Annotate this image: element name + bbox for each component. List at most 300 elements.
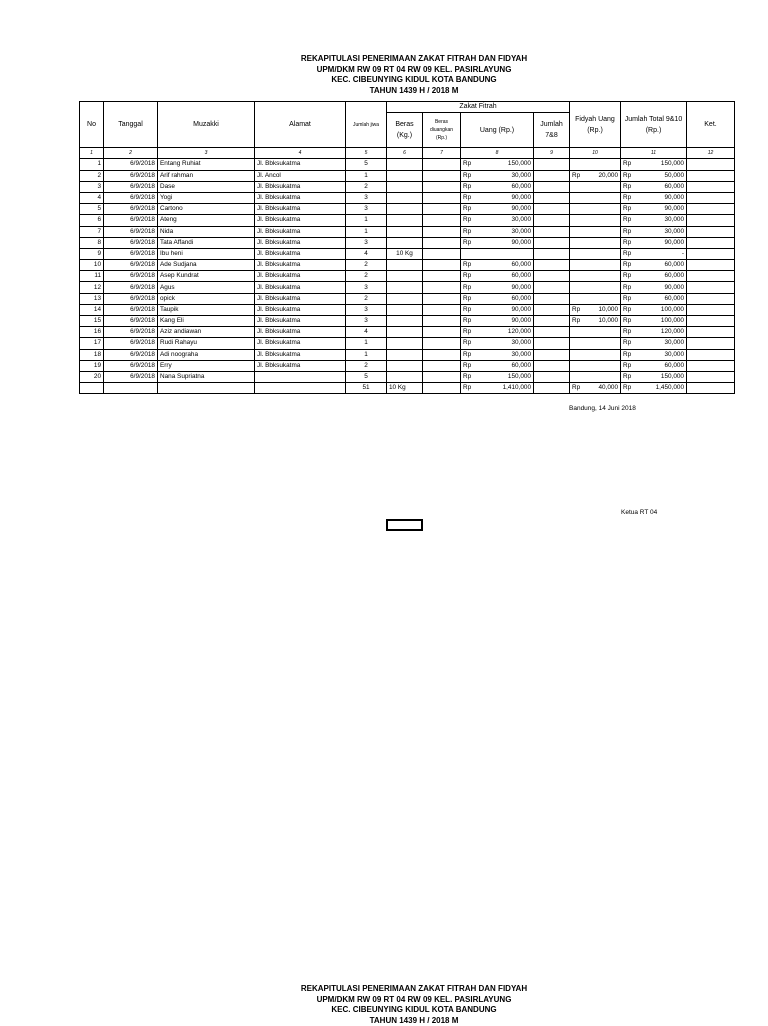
cell-tanggal: 6/9/2018 — [104, 192, 158, 203]
cell-uang — [461, 248, 534, 259]
cell-fidyah — [570, 282, 621, 293]
currency-label: Rp — [463, 338, 471, 348]
col-number: 11 — [621, 148, 687, 159]
cell-beras-diuangkan — [423, 159, 461, 170]
table-row — [80, 360, 735, 371]
cell-no: 18 — [80, 349, 104, 360]
table-row — [80, 215, 735, 226]
cell-muzakki: Arif rahman — [158, 170, 255, 181]
cell-beras — [387, 226, 423, 237]
cell-no: 1 — [80, 159, 104, 170]
cell-jumlah-jiwa: 3 — [346, 204, 387, 215]
table-row — [80, 204, 735, 215]
cell-total — [621, 271, 687, 282]
cell-jumlah-78 — [534, 371, 570, 382]
cell-fidyah-value: 10,000 — [598, 317, 618, 324]
cell-uang-value: 30,000 — [511, 228, 531, 235]
cell-alamat: Jl. Bbksukatma — [255, 282, 346, 293]
col-number: 3 — [158, 148, 255, 159]
cell-jumlah-jiwa: 4 — [346, 248, 387, 259]
cell-uang — [461, 237, 534, 248]
cell-total-value: 90,000 — [664, 194, 684, 201]
cell-jumlah-78 — [534, 271, 570, 282]
table-row — [80, 304, 735, 315]
cell-no: 14 — [80, 304, 104, 315]
cell-jumlah-jiwa: 5 — [346, 159, 387, 170]
cell-jumlah-78 — [534, 248, 570, 259]
cell-uang — [461, 293, 534, 304]
cell-jumlah-jiwa: 2 — [346, 271, 387, 282]
table-row — [80, 226, 735, 237]
column-number-row — [80, 148, 735, 159]
cell-alamat: Jl. Bbksukatma — [255, 316, 346, 327]
cell-uang-value: 150,000 — [508, 160, 531, 167]
cell-alamat: Jl. Bbksukatma — [255, 204, 346, 215]
total-uang-value: 1,410,000 — [503, 384, 531, 391]
cell-tanggal: 6/9/2018 — [104, 293, 158, 304]
title-line-1: REKAPITULASI PENERIMAAN ZAKAT FITRAH DAN FIDYAH — [0, 54, 768, 65]
cell-ket — [687, 248, 735, 259]
cell-no: 17 — [80, 338, 104, 349]
header-ket: Ket. — [687, 102, 735, 148]
cell-total — [621, 159, 687, 170]
cell-total — [621, 226, 687, 237]
cell-no: 7 — [80, 226, 104, 237]
cell-fidyah — [570, 260, 621, 271]
cell-total-value: 50,000 — [664, 172, 684, 179]
cell-uang — [461, 226, 534, 237]
cell-muzakki: opick — [158, 293, 255, 304]
cell-uang-value: 30,000 — [511, 339, 531, 346]
cell-beras — [387, 316, 423, 327]
currency-label: Rp — [623, 361, 631, 371]
col-number: 10 — [570, 148, 621, 159]
cell-alamat: Jl. Bbksukatma — [255, 181, 346, 192]
cell-ket — [687, 371, 735, 382]
cell-muzakki: Asep Kundrat — [158, 271, 255, 282]
title-line-2: UPM/DKM RW 09 RT 04 RW 09 KEL. PASIRLAYUNG — [0, 65, 768, 76]
cell-jumlah-jiwa: 2 — [346, 293, 387, 304]
cell-jumlah-jiwa: 3 — [346, 316, 387, 327]
table-row — [80, 271, 735, 282]
header-jumlah-total: Jumlah Total 9&10 (Rp.) — [621, 102, 687, 148]
currency-label: Rp — [623, 350, 631, 360]
cell-fidyah — [570, 316, 621, 327]
cell-beras — [387, 282, 423, 293]
header-jumlah-jiwa: Jumlah jiwa — [346, 102, 387, 148]
cell-fidyah — [570, 349, 621, 360]
cell-jumlah-jiwa: 4 — [346, 327, 387, 338]
cell-beras — [387, 170, 423, 181]
cell-jumlah-jiwa: 1 — [346, 170, 387, 181]
cell-ket — [687, 349, 735, 360]
total-beras: 10 Kg — [387, 383, 423, 394]
table-row — [80, 338, 735, 349]
cell-no: 8 — [80, 237, 104, 248]
cell-alamat: Jl. Bbksukatma — [255, 327, 346, 338]
cell-beras-diuangkan — [423, 192, 461, 203]
currency-label: Rp — [623, 182, 631, 192]
cell-no: 6 — [80, 215, 104, 226]
cell-total-value: 30,000 — [664, 339, 684, 346]
cell-uang — [461, 192, 534, 203]
cell-uang-value: 150,000 — [508, 373, 531, 380]
cell-beras — [387, 293, 423, 304]
total-uang — [461, 383, 534, 394]
cell-alamat: Jl. Bbksukatma — [255, 304, 346, 315]
currency-label: Rp — [623, 294, 631, 304]
cell-alamat: Jl. Bbksukatma — [255, 349, 346, 360]
cell-total-value: 60,000 — [664, 183, 684, 190]
cell-beras-diuangkan — [423, 349, 461, 360]
cell-uang — [461, 371, 534, 382]
currency-label: Rp — [623, 171, 631, 181]
cell-total-value: 90,000 — [664, 205, 684, 212]
cell-total — [621, 248, 687, 259]
title-line-1: REKAPITULASI PENERIMAAN ZAKAT FITRAH DAN FIDYAH — [0, 984, 768, 995]
currency-label: Rp — [463, 159, 471, 169]
cell-beras — [387, 371, 423, 382]
header-beras: Beras (Kg.) — [387, 113, 423, 148]
report-title — [0, 54, 768, 96]
cell-tanggal: 6/9/2018 — [104, 170, 158, 181]
cell-total — [621, 237, 687, 248]
cell-uang-value: 90,000 — [511, 239, 531, 246]
cell-uang — [461, 159, 534, 170]
currency-label: Rp — [572, 305, 580, 315]
cell-uang-value: 90,000 — [511, 194, 531, 201]
cell-tanggal: 6/9/2018 — [104, 237, 158, 248]
cell-total — [621, 260, 687, 271]
cell-tanggal: 6/9/2018 — [104, 215, 158, 226]
cell-beras-diuangkan — [423, 215, 461, 226]
cell-beras — [387, 304, 423, 315]
cell-fidyah-value: 20,000 — [598, 172, 618, 179]
cell-alamat: Jl. Bbksukatma — [255, 159, 346, 170]
currency-label: Rp — [463, 305, 471, 315]
cell-ket — [687, 271, 735, 282]
cell-uang — [461, 327, 534, 338]
cell-alamat: Jl. Ancol — [255, 170, 346, 181]
col-number: 2 — [104, 148, 158, 159]
cell-jumlah-jiwa: 2 — [346, 360, 387, 371]
cell-uang-value: 60,000 — [511, 261, 531, 268]
cell-beras — [387, 159, 423, 170]
cell-jumlah-jiwa: 1 — [346, 338, 387, 349]
header-fidyah: Fidyah Uang (Rp.) — [570, 102, 621, 148]
cell-ket — [687, 215, 735, 226]
table-row — [80, 260, 735, 271]
cell-fidyah-value: 10,000 — [598, 306, 618, 313]
currency-label: Rp — [623, 372, 631, 382]
cell-muzakki: Yogi — [158, 192, 255, 203]
cell-uang-value: 60,000 — [511, 183, 531, 190]
cell-muzakki: Ibu heni — [158, 248, 255, 259]
cell-jumlah-jiwa: 2 — [346, 181, 387, 192]
cell-fidyah — [570, 226, 621, 237]
title-line-4: TAHUN 1439 H / 2018 M — [0, 86, 768, 97]
table-row — [80, 316, 735, 327]
cell-ket — [687, 237, 735, 248]
cell-no: 19 — [80, 360, 104, 371]
cell-jumlah-jiwa: 5 — [346, 371, 387, 382]
cell-jumlah-jiwa: 3 — [346, 237, 387, 248]
cell-muzakki: Ade Sudjana — [158, 260, 255, 271]
cell-fidyah — [570, 215, 621, 226]
cell-beras-diuangkan — [423, 338, 461, 349]
cell-uang — [461, 215, 534, 226]
table-row — [80, 237, 735, 248]
cell-total-value: 60,000 — [664, 261, 684, 268]
currency-label: Rp — [463, 372, 471, 382]
total-fidyah — [570, 383, 621, 394]
currency-label: Rp — [463, 327, 471, 337]
cell-uang-value: 90,000 — [511, 284, 531, 291]
total-jiwa: 51 — [346, 383, 387, 394]
cell-tanggal: 6/9/2018 — [104, 260, 158, 271]
cell-muzakki: Taupik — [158, 304, 255, 315]
cell-fidyah — [570, 204, 621, 215]
cell-alamat: Jl. Bbksukatma — [255, 226, 346, 237]
header-alamat: Alamat — [255, 102, 346, 148]
cell-total-value: - — [682, 250, 684, 257]
cell-jumlah-78 — [534, 282, 570, 293]
cell-tanggal: 6/9/2018 — [104, 204, 158, 215]
cell-total — [621, 304, 687, 315]
cell-alamat: Jl. Bbksukatma — [255, 215, 346, 226]
cell-no: 11 — [80, 271, 104, 282]
title-line-2: UPM/DKM RW 09 RT 04 RW 09 KEL. PASIRLAYUNG — [0, 995, 768, 1006]
cell-total-value: 30,000 — [664, 216, 684, 223]
cell-uang — [461, 170, 534, 181]
cell-total — [621, 360, 687, 371]
cell-beras-diuangkan — [423, 226, 461, 237]
cell-total — [621, 215, 687, 226]
cell-fidyah — [570, 360, 621, 371]
cell-jumlah-78 — [534, 204, 570, 215]
cell-uang-value: 30,000 — [511, 351, 531, 358]
cell-total — [621, 349, 687, 360]
cell-alamat: Jl. Bbksukatma — [255, 293, 346, 304]
cell-jumlah-78 — [534, 192, 570, 203]
cell-beras: 10 Kg — [387, 248, 423, 259]
cell-alamat: Jl. Bbksukatma — [255, 360, 346, 371]
cell-jumlah-jiwa: 2 — [346, 260, 387, 271]
cell-muzakki: Agus — [158, 282, 255, 293]
cell-beras — [387, 327, 423, 338]
cell-tanggal: 6/9/2018 — [104, 316, 158, 327]
currency-label: Rp — [463, 204, 471, 214]
cell-beras-diuangkan — [423, 170, 461, 181]
table-row — [80, 192, 735, 203]
cell-uang-value: 60,000 — [511, 362, 531, 369]
cell-beras — [387, 237, 423, 248]
signature-box — [386, 519, 423, 531]
cell-tanggal: 6/9/2018 — [104, 159, 158, 170]
currency-label: Rp — [463, 215, 471, 225]
cell-uang — [461, 271, 534, 282]
cell-uang-value: 30,000 — [511, 172, 531, 179]
cell-total-value: 60,000 — [664, 362, 684, 369]
cell-ket — [687, 327, 735, 338]
cell-total-value: 150,000 — [661, 160, 684, 167]
cell-uang — [461, 360, 534, 371]
cell-muzakki: Nida — [158, 226, 255, 237]
cell-alamat: Jl. Bbksukatma — [255, 260, 346, 271]
cell-muzakki: Erry — [158, 360, 255, 371]
cell-ket — [687, 293, 735, 304]
cell-ket — [687, 360, 735, 371]
place-date: Bandung, 14 Juni 2018 — [569, 405, 636, 412]
cell-muzakki: Aziz andiawan — [158, 327, 255, 338]
cell-tanggal: 6/9/2018 — [104, 282, 158, 293]
currency-label: Rp — [572, 171, 580, 181]
signer-title: Ketua RT 04 — [621, 509, 657, 516]
cell-jumlah-78 — [534, 170, 570, 181]
cell-total-value: 120,000 — [661, 328, 684, 335]
currency-label: Rp — [623, 383, 631, 393]
totals-row — [80, 383, 735, 394]
cell-jumlah-78 — [534, 260, 570, 271]
header-jumlah-78: Jumlah 7&8 — [534, 113, 570, 148]
currency-label: Rp — [463, 227, 471, 237]
cell-no: 9 — [80, 248, 104, 259]
col-number: 4 — [255, 148, 346, 159]
cell-ket — [687, 192, 735, 203]
cell-beras-diuangkan — [423, 260, 461, 271]
cell-total — [621, 316, 687, 327]
title-line-3: KEC. CIBEUNYING KIDUL KOTA BANDUNG — [0, 75, 768, 86]
cell-no: 13 — [80, 293, 104, 304]
cell-no: 2 — [80, 170, 104, 181]
cell-alamat: Jl. Bbksukatma — [255, 248, 346, 259]
cell-beras — [387, 204, 423, 215]
title-line-3: KEC. CIBEUNYING KIDUL KOTA BANDUNG — [0, 1005, 768, 1016]
cell-alamat: Jl. Bbksukatma — [255, 271, 346, 282]
cell-fidyah — [570, 181, 621, 192]
cell-fidyah — [570, 159, 621, 170]
cell-alamat: Jl. Bbksukatma — [255, 237, 346, 248]
col-number: 7 — [423, 148, 461, 159]
cell-no: 3 — [80, 181, 104, 192]
cell-ket — [687, 226, 735, 237]
cell-tanggal: 6/9/2018 — [104, 181, 158, 192]
cell-uang — [461, 260, 534, 271]
col-number: 1 — [80, 148, 104, 159]
cell-beras — [387, 338, 423, 349]
col-number: 5 — [346, 148, 387, 159]
currency-label: Rp — [623, 215, 631, 225]
cell-jumlah-78 — [534, 316, 570, 327]
currency-label: Rp — [623, 327, 631, 337]
cell-no: 10 — [80, 260, 104, 271]
cell-jumlah-jiwa: 1 — [346, 226, 387, 237]
header-muzakki: Muzakki — [158, 102, 255, 148]
cell-no: 12 — [80, 282, 104, 293]
currency-label: Rp — [572, 316, 580, 326]
cell-uang-value: 90,000 — [511, 306, 531, 313]
cell-total — [621, 327, 687, 338]
table-row — [80, 248, 735, 259]
cell-total-value: 60,000 — [664, 272, 684, 279]
table-row — [80, 170, 735, 181]
cell-ket — [687, 338, 735, 349]
cell-tanggal: 6/9/2018 — [104, 338, 158, 349]
cell-total-value: 30,000 — [664, 228, 684, 235]
cell-jumlah-78 — [534, 327, 570, 338]
currency-label: Rp — [463, 350, 471, 360]
cell-tanggal: 6/9/2018 — [104, 271, 158, 282]
report-title-repeat — [0, 984, 768, 1026]
grand-total-value: 1,450,000 — [656, 384, 684, 391]
currency-label: Rp — [572, 383, 580, 393]
cell-jumlah-78 — [534, 338, 570, 349]
cell-jumlah-78 — [534, 181, 570, 192]
cell-alamat — [255, 371, 346, 382]
cell-muzakki: Kang Eli — [158, 316, 255, 327]
cell-ket — [687, 181, 735, 192]
cell-uang — [461, 304, 534, 315]
cell-fidyah — [570, 371, 621, 382]
cell-muzakki: Rudi Rahayu — [158, 338, 255, 349]
cell-tanggal: 6/9/2018 — [104, 226, 158, 237]
cell-jumlah-78 — [534, 215, 570, 226]
cell-uang-value: 30,000 — [511, 216, 531, 223]
cell-tanggal: 6/9/2018 — [104, 360, 158, 371]
cell-uang — [461, 181, 534, 192]
currency-label: Rp — [463, 294, 471, 304]
cell-beras — [387, 349, 423, 360]
table-row — [80, 282, 735, 293]
cell-beras — [387, 260, 423, 271]
currency-label: Rp — [623, 305, 631, 315]
cell-total-value: 90,000 — [664, 284, 684, 291]
cell-total — [621, 192, 687, 203]
cell-uang — [461, 282, 534, 293]
currency-label: Rp — [623, 338, 631, 348]
cell-ket — [687, 260, 735, 271]
currency-label: Rp — [463, 193, 471, 203]
cell-fidyah — [570, 327, 621, 338]
cell-muzakki: Ateng — [158, 215, 255, 226]
cell-tanggal: 6/9/2018 — [104, 327, 158, 338]
cell-jumlah-jiwa: 3 — [346, 282, 387, 293]
header-no: No — [80, 102, 104, 148]
cell-muzakki: Tata Affandi — [158, 237, 255, 248]
header-uang: Uang (Rp.) — [461, 113, 534, 148]
cell-uang — [461, 316, 534, 327]
cell-tanggal: 6/9/2018 — [104, 371, 158, 382]
cell-beras — [387, 181, 423, 192]
currency-label: Rp — [463, 283, 471, 293]
cell-total — [621, 293, 687, 304]
cell-ket — [687, 316, 735, 327]
cell-jumlah-jiwa: 1 — [346, 349, 387, 360]
cell-jumlah-jiwa: 3 — [346, 304, 387, 315]
cell-beras-diuangkan — [423, 204, 461, 215]
cell-total — [621, 371, 687, 382]
currency-label: Rp — [463, 316, 471, 326]
cell-beras-diuangkan — [423, 237, 461, 248]
cell-uang-value: 60,000 — [511, 272, 531, 279]
cell-beras-diuangkan — [423, 293, 461, 304]
col-number: 12 — [687, 148, 735, 159]
table-row — [80, 371, 735, 382]
cell-muzakki: Entang Ruhiat — [158, 159, 255, 170]
cell-fidyah — [570, 170, 621, 181]
currency-label: Rp — [623, 283, 631, 293]
cell-ket — [687, 282, 735, 293]
